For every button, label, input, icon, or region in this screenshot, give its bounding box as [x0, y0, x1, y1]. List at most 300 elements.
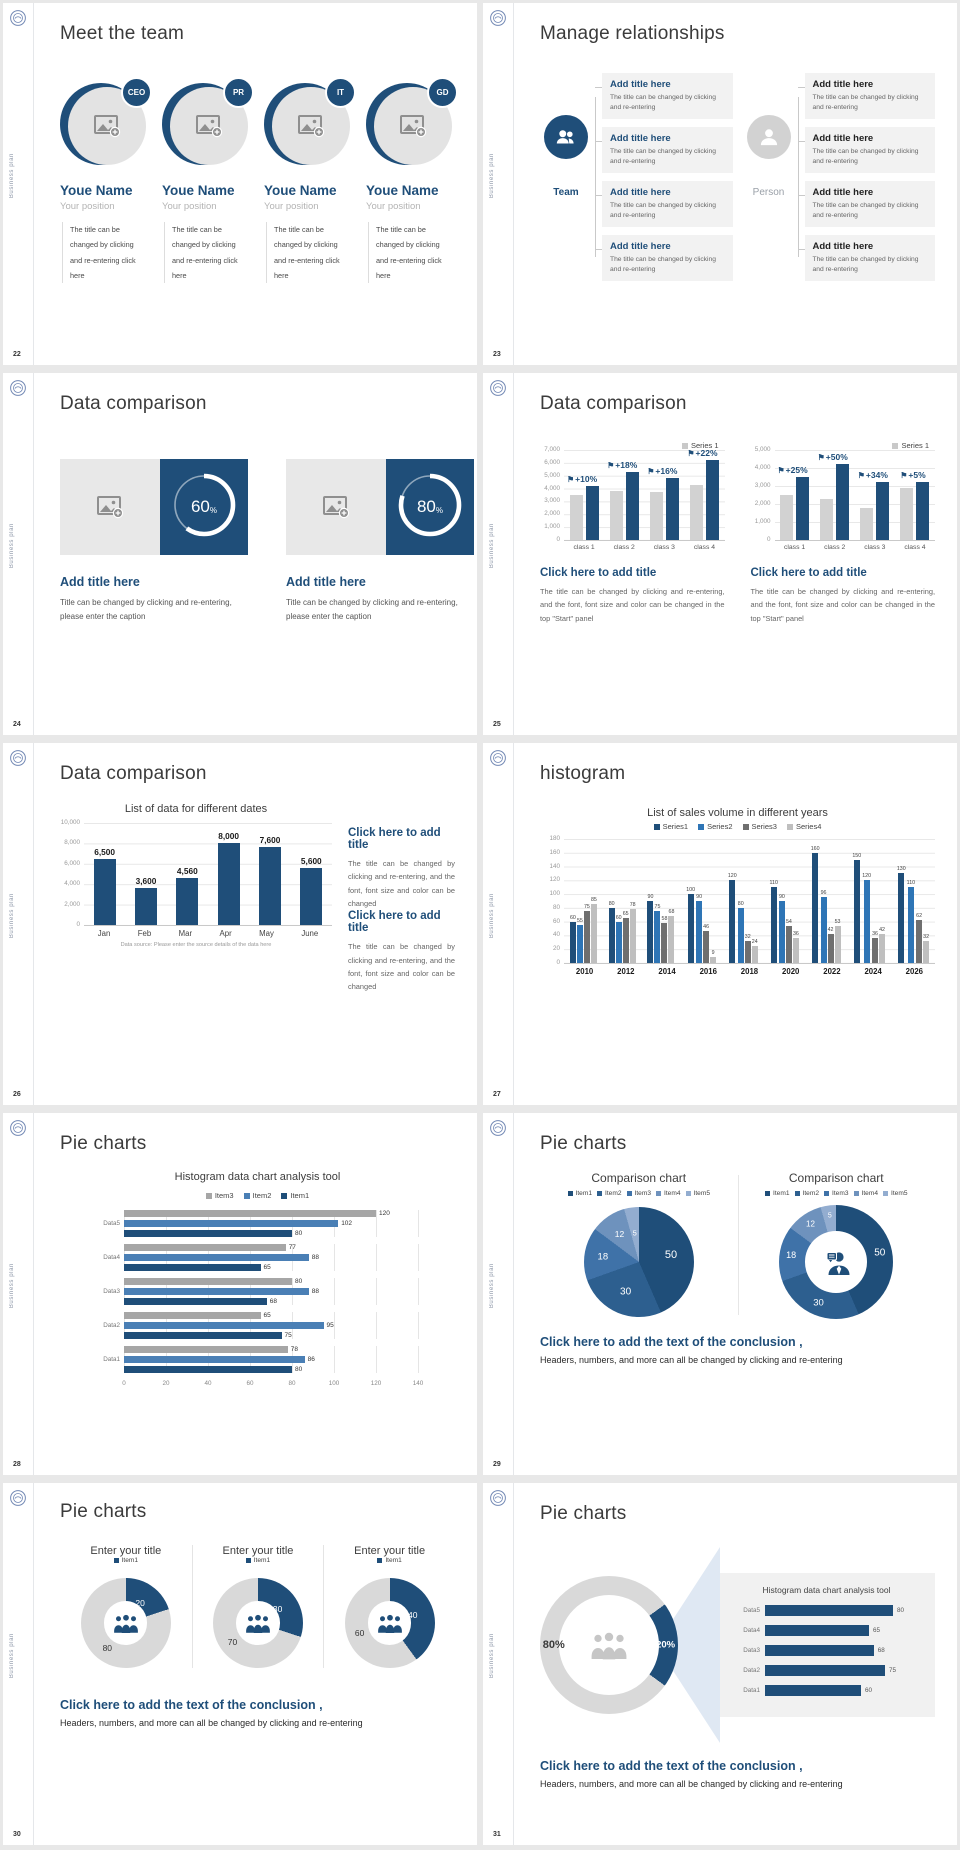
donut-chart — [540, 1576, 678, 1714]
image-placeholder-icon — [398, 113, 428, 139]
percent-donut — [386, 459, 474, 555]
bar-wrap — [835, 919, 841, 963]
bar-group — [647, 839, 674, 963]
bar-line — [124, 1210, 420, 1217]
bar-wrap — [923, 934, 929, 963]
growth-annotation — [900, 470, 925, 480]
legend-label: Item3 — [214, 1191, 234, 1200]
bars-stack — [124, 1346, 420, 1373]
annotation-text: +25% — [785, 465, 808, 475]
legend-item — [597, 1190, 622, 1197]
donut-block — [192, 1545, 324, 1668]
legend-label: Item3 — [832, 1190, 849, 1197]
info-box-title: Add title here — [610, 187, 671, 199]
info-box[interactable] — [805, 235, 936, 281]
vertical-separator — [738, 1175, 739, 1315]
image-placeholder[interactable] — [286, 459, 386, 555]
bar-value-label: 75 — [889, 1667, 897, 1674]
businessman-icon — [818, 1244, 854, 1280]
legend-label: Item4 — [861, 1190, 878, 1197]
bar-group — [570, 839, 597, 963]
person-icon-circle — [747, 115, 791, 159]
bar-wrap — [686, 887, 695, 963]
role-badge: GD — [427, 77, 458, 108]
legend-label: Item3 — [634, 1190, 651, 1197]
bar-wrap — [647, 894, 653, 963]
bar-wrap — [817, 452, 849, 540]
legend-item — [743, 822, 777, 831]
bar-value-label: 86 — [307, 1356, 315, 1363]
info-box[interactable] — [602, 127, 733, 173]
bar-wrap — [860, 508, 873, 540]
legend-item — [114, 1557, 139, 1564]
donut-title: Enter your title — [90, 1545, 162, 1557]
info-box-title: Add title here — [812, 133, 874, 145]
bar — [738, 908, 744, 963]
bar-value-label: 80 — [295, 1278, 303, 1285]
bar-value-label: 95 — [326, 1322, 334, 1329]
member-description: The title can be changed by clicking and re-entering click here — [266, 222, 348, 283]
chart-title: Histogram data chart analysis tool — [174, 1171, 341, 1183]
bar-value-label: 8,000 — [218, 831, 240, 841]
member-position: Your position — [366, 201, 421, 212]
bar-value-label: 85 — [590, 897, 597, 903]
block-heading: Click here to add title — [750, 567, 867, 579]
image-placeholder[interactable] — [60, 459, 160, 555]
blue-percent-label: 20% — [656, 1639, 676, 1651]
logo-icon — [9, 1489, 27, 1507]
bar-group — [176, 823, 198, 925]
page-number: 29 — [493, 1461, 501, 1468]
legend-label: Item2 — [252, 1191, 272, 1200]
bar-wrap — [728, 873, 737, 963]
category-label: class 1 — [573, 544, 595, 551]
bar-line — [124, 1278, 420, 1285]
slide-content — [34, 743, 477, 1105]
bar-group — [728, 839, 758, 963]
bar-wrap — [607, 460, 639, 540]
bar-value-label: 42 — [879, 927, 885, 933]
slice-value-label: 80 — [102, 1643, 113, 1654]
percent-card — [286, 459, 474, 625]
bar-group — [769, 839, 798, 963]
bar-value-label: 120 — [727, 873, 737, 879]
legend-label: Item1 — [121, 1557, 139, 1564]
bar-wrap — [786, 919, 792, 963]
bar — [218, 843, 240, 925]
category-label: Feb — [137, 929, 152, 938]
conclusion-text: Headers, numbers, and more can all be changed by clicking and re-entering — [540, 1355, 843, 1365]
slice-value-label: 20 — [135, 1598, 145, 1609]
block-heading: Click here to add title — [540, 567, 657, 579]
bar-value-label: 110 — [906, 880, 916, 886]
chart-and-text-row — [60, 803, 455, 994]
legend-item — [883, 1190, 908, 1197]
bar — [666, 478, 679, 540]
bar-line — [124, 1298, 420, 1305]
bar — [854, 860, 860, 963]
info-box[interactable] — [602, 235, 733, 281]
slide-title: Meet the team — [60, 23, 185, 44]
avatar — [264, 81, 350, 169]
bar-wrap — [570, 495, 583, 540]
bar-wrap — [630, 902, 636, 963]
category-labels — [84, 929, 332, 938]
legend-marker — [854, 1191, 859, 1196]
plot-wrap — [564, 450, 725, 551]
team-icon-circle — [544, 115, 588, 159]
legend-item — [656, 1190, 681, 1197]
legend-item — [698, 822, 732, 831]
bar-wrap — [780, 495, 793, 540]
bar-wrap — [907, 880, 915, 963]
bar-line — [124, 1230, 420, 1237]
bar-line — [124, 1254, 420, 1261]
legend-label: Item1 — [253, 1557, 271, 1564]
slide-content — [34, 1483, 477, 1845]
card-heading: Add title here — [286, 575, 366, 589]
legend-item — [686, 1190, 711, 1197]
page-number: 31 — [493, 1831, 501, 1838]
x-axis-tick-label: 20 — [162, 1380, 170, 1387]
bar — [124, 1264, 261, 1271]
bar-group — [687, 448, 719, 540]
bar — [690, 485, 703, 540]
slide-data-comparison-dates[interactable] — [3, 743, 477, 1105]
slice-value-label: 18 — [597, 1251, 609, 1263]
annotation-text: +10% — [575, 474, 598, 484]
growth-annotation — [567, 474, 597, 484]
flag-icon: ⚑ — [900, 470, 908, 480]
bar-wrap — [566, 474, 599, 540]
annotation-text: +22% — [695, 448, 718, 458]
chart-legend — [751, 441, 930, 450]
y-axis: 10,000 8,000 6,000 4,000 2,000 0 — [60, 819, 80, 928]
bar-wrap — [690, 485, 703, 540]
legend-marker — [654, 824, 660, 830]
bar — [610, 491, 623, 540]
bar-row — [94, 1278, 455, 1305]
bar — [609, 908, 615, 963]
legend-marker — [656, 1191, 661, 1196]
conclusion-heading: Click here to add the text of the conclusion , — [540, 1335, 803, 1349]
category-label: Data4 — [103, 1254, 120, 1261]
group-people-icon — [111, 1613, 141, 1634]
block-heading: Click here to add title — [348, 910, 441, 935]
slide-title: Pie charts — [540, 1503, 627, 1524]
legend-marker — [206, 1193, 212, 1199]
legend-label: Series2 — [707, 822, 733, 831]
slide-meet-the-team[interactable] — [3, 3, 477, 365]
pies-row — [540, 1171, 935, 1319]
bar-value-label: 78 — [629, 902, 636, 908]
group-people-icon — [587, 1630, 631, 1661]
bar-value-label: 80 — [295, 1230, 303, 1237]
bar-wrap — [687, 448, 719, 540]
bar-value-label: 110 — [769, 880, 778, 886]
bar — [124, 1298, 267, 1305]
bar-value-label: 102 — [341, 1220, 353, 1227]
bar-value-label: 36 — [872, 931, 878, 937]
bar — [696, 901, 702, 963]
legend-marker — [698, 824, 704, 830]
slide-title: Data comparison — [60, 763, 207, 784]
bar-value-label: 96 — [820, 890, 827, 896]
bar-value-label: 75 — [583, 904, 590, 910]
bar-value-label: 75 — [654, 904, 661, 910]
x-axis-tick-label: 140 — [412, 1380, 424, 1387]
legend-item — [568, 1190, 593, 1197]
bar-value-label: 80 — [897, 1607, 905, 1614]
slide-title: Pie charts — [60, 1501, 147, 1522]
role-badge: IT — [325, 77, 356, 108]
bar-line — [124, 1332, 420, 1339]
member-position: Your position — [264, 201, 319, 212]
legend-marker — [743, 824, 749, 830]
bar — [176, 878, 198, 925]
flag-icon: ⚑ — [647, 466, 655, 476]
team-members-row — [60, 81, 455, 283]
growth-annotation — [858, 470, 888, 480]
slide-title: histogram — [540, 763, 626, 784]
info-box[interactable] — [805, 127, 936, 173]
bar-value-label: 55 — [576, 918, 583, 924]
category-label: 2024 — [864, 967, 882, 976]
x-axis-tick-label: 60 — [246, 1380, 254, 1387]
legend-item — [787, 822, 821, 831]
chart-block — [751, 441, 936, 625]
legend-label: Series 1 — [690, 441, 719, 450]
bar-wrap — [135, 876, 157, 925]
legend-item — [244, 1191, 272, 1200]
percent-cards-row — [60, 459, 458, 625]
info-box[interactable] — [602, 181, 733, 227]
percent-number: 80 — [416, 497, 436, 516]
bar — [771, 887, 777, 963]
logo-icon — [489, 749, 507, 767]
bar-value-label: 90 — [696, 894, 703, 900]
x-axis-tick-label: 80 — [288, 1380, 296, 1387]
category-label: Data1 — [103, 1356, 120, 1363]
relationship-diagram — [540, 73, 935, 281]
logo-icon — [9, 379, 27, 397]
group-people-icon — [375, 1613, 405, 1634]
bar-group — [900, 450, 929, 540]
bar-value-label: 78 — [290, 1346, 299, 1353]
bar — [908, 887, 914, 963]
category-label: 2016 — [699, 967, 717, 976]
business-plan-vertical-label: Business plan — [489, 893, 495, 939]
bar-group — [607, 450, 639, 540]
block-text: The title can be changed by clicking and re-entering, and the font, font size and color can be changed — [348, 942, 455, 992]
chart-block — [540, 441, 725, 625]
bar — [570, 922, 576, 963]
info-box-title: Add title here — [812, 187, 874, 199]
percent-donut — [160, 459, 248, 555]
info-box[interactable] — [805, 73, 936, 119]
bar — [124, 1278, 292, 1285]
legend-item — [765, 1190, 790, 1197]
bar-wrap — [738, 901, 744, 963]
legend-marker — [568, 1191, 573, 1196]
bar — [836, 464, 849, 540]
slide-content — [514, 743, 957, 1105]
bar-wrap — [857, 470, 889, 540]
plot-area — [84, 823, 332, 926]
category-label: 2026 — [905, 967, 924, 976]
team-member — [60, 81, 148, 283]
image-placeholder-icon — [95, 494, 125, 520]
donut-hole — [368, 1601, 411, 1644]
bar — [828, 934, 834, 963]
bar-row — [94, 1312, 455, 1339]
bar-value-label: 80 — [737, 901, 744, 907]
slide-pie-charts-donuts[interactable] — [3, 1483, 477, 1845]
percent-value — [160, 459, 248, 555]
bar — [623, 918, 629, 963]
bar-group — [686, 839, 716, 963]
bar — [124, 1230, 292, 1237]
business-plan-vertical-label: Business plan — [489, 1263, 495, 1309]
logo-icon — [489, 1489, 507, 1507]
legend-label: Item5 — [693, 1190, 710, 1197]
slide-pie-charts-comparison[interactable] — [483, 1113, 957, 1475]
team-member — [264, 81, 352, 283]
info-box-text: The title can be changed by clicking and re-entering — [812, 202, 919, 220]
slide-content — [514, 1113, 957, 1475]
detail-panel — [718, 1573, 935, 1717]
bar-value-label: 60 — [569, 915, 576, 921]
slice-value-label: 30 — [620, 1286, 632, 1298]
member-description: The title can be changed by clicking and re-entering click here — [62, 222, 144, 283]
category-label: Data1 — [743, 1687, 760, 1694]
bar-wrap — [696, 894, 702, 963]
slide-title: Manage relationships — [540, 23, 725, 44]
legend-item — [854, 1190, 879, 1197]
slide-manage-relationships[interactable] — [483, 3, 957, 365]
bar — [752, 946, 758, 963]
bar — [703, 931, 709, 963]
legend-item — [281, 1191, 309, 1200]
logo-icon — [9, 1119, 27, 1137]
slide-data-comparison-percent[interactable] — [3, 373, 477, 735]
bars-stack — [124, 1210, 420, 1237]
bar — [779, 901, 785, 963]
bar — [860, 508, 873, 540]
bar-value-label: 120 — [862, 873, 872, 879]
legend-marker — [787, 824, 793, 830]
legend-label: Series1 — [662, 822, 689, 831]
legend-item — [246, 1557, 271, 1564]
person-group — [743, 115, 795, 281]
bar-group — [647, 450, 679, 540]
bar-wrap — [570, 915, 576, 963]
conclusion-heading: Click here to add the text of the conclusion , — [540, 1759, 803, 1773]
bar-value-label: 130 — [896, 866, 906, 872]
slide-pie-charts-donut-detail[interactable] — [483, 1483, 957, 1845]
category-label: 2014 — [658, 967, 676, 976]
column-chart — [751, 446, 936, 551]
bar-wrap — [703, 924, 709, 963]
slide-histogram[interactable] — [483, 743, 957, 1105]
bar-wrap — [852, 853, 861, 963]
flag-icon: ⚑ — [857, 470, 865, 480]
bar — [688, 894, 694, 963]
team-member — [162, 81, 250, 283]
bar-value-label: 42 — [827, 927, 834, 933]
category-label: class 1 — [783, 544, 806, 551]
slide-pie-charts-hbar[interactable] — [3, 1113, 477, 1475]
legend-marker — [377, 1558, 382, 1563]
bar — [765, 1685, 861, 1696]
bar — [654, 911, 660, 963]
bar-value-label: 80 — [608, 901, 615, 907]
bar — [259, 847, 281, 925]
percent-unit: % — [209, 506, 218, 515]
annotation-text: +34% — [865, 470, 888, 480]
team-info-boxes — [602, 73, 733, 281]
bar — [124, 1322, 324, 1329]
member-name: Youe Name — [60, 183, 133, 198]
slide-title: Data comparison — [60, 393, 207, 414]
member-position: Your position — [162, 201, 217, 212]
slide-data-comparison-columns[interactable] — [483, 373, 957, 735]
bar-value-label: 120 — [379, 1210, 390, 1217]
info-box[interactable] — [602, 73, 733, 119]
annotation-text: +5% — [908, 470, 926, 480]
category-label: Jan — [97, 929, 111, 938]
bar-wrap — [616, 915, 622, 963]
donut-chart — [779, 1205, 893, 1319]
bar — [745, 941, 751, 963]
category-label: Data3 — [743, 1647, 760, 1654]
category-label: 2012 — [617, 967, 635, 976]
legend-label: Item2 — [605, 1190, 622, 1197]
business-plan-vertical-label: Business plan — [489, 1633, 495, 1679]
bar-value-label: 77 — [288, 1244, 296, 1251]
category-label: 2010 — [575, 967, 594, 976]
slice-value-label: 70 — [227, 1636, 238, 1647]
x-axis-tick-label: 0 — [122, 1380, 126, 1387]
bar-wrap — [828, 927, 834, 963]
pie-block — [540, 1171, 738, 1319]
bar-wrap — [916, 913, 922, 963]
percent-number: 60 — [190, 497, 210, 516]
slide-content — [34, 1113, 477, 1475]
legend-marker — [795, 1191, 800, 1196]
business-plan-vertical-label: Business plan — [489, 153, 495, 199]
slice-value-label: 30 — [813, 1297, 824, 1309]
bar-wrap — [820, 499, 833, 540]
bar — [872, 938, 878, 963]
info-box-text: The title can be changed by clicking and re-entering — [812, 94, 919, 112]
member-description: The title can be changed by clicking and re-entering click here — [368, 222, 450, 283]
logo-icon — [489, 1119, 507, 1137]
bar — [729, 880, 735, 963]
page-number: 30 — [13, 1831, 21, 1838]
category-label: 2020 — [782, 967, 800, 976]
info-box[interactable] — [805, 181, 936, 227]
bar-wrap — [769, 880, 777, 963]
donuts-row — [60, 1545, 455, 1668]
member-name: Youe Name — [366, 183, 439, 198]
donut-legend — [246, 1557, 271, 1564]
bar-group — [777, 450, 809, 540]
bar-line — [124, 1288, 420, 1295]
bar-value-label: 60 — [615, 915, 622, 921]
bar-value-label: 65 — [622, 911, 629, 917]
y-axis: 5,000 4,000 3,000 2,000 1,000 0 — [754, 446, 771, 543]
